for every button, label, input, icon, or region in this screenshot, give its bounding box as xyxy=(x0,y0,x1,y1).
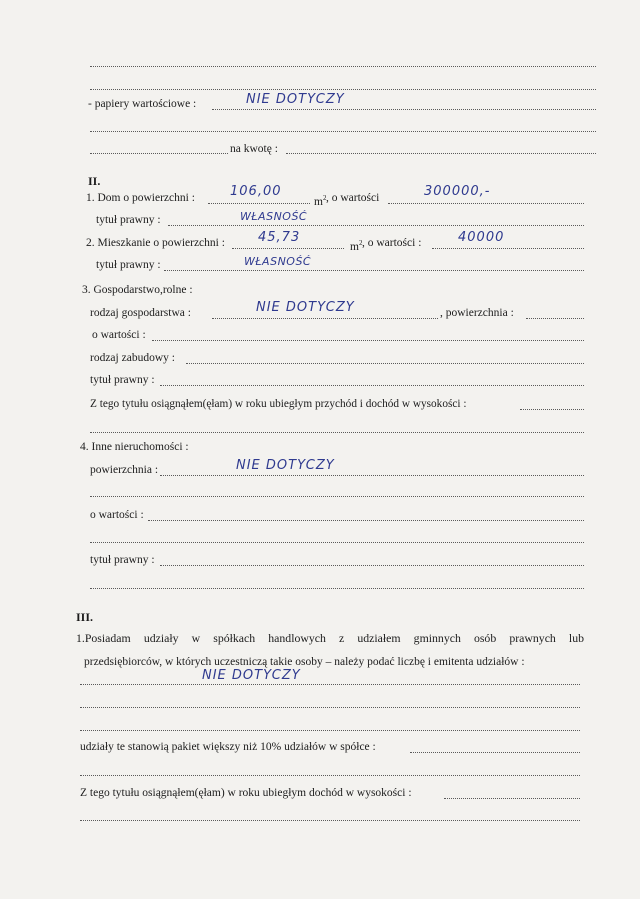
house-title-label: tytuł prawny : xyxy=(96,214,161,226)
flat-value-field[interactable] xyxy=(432,248,584,249)
flat-value: 40000 xyxy=(458,230,505,245)
other-title-label: tytuł prawny : xyxy=(90,554,155,566)
dotted-line xyxy=(80,730,580,731)
farm-value-label: o wartości : xyxy=(92,329,146,341)
dotted-line xyxy=(90,542,584,543)
shares-value: NIE DOTYCZY xyxy=(202,668,301,683)
dotted-line xyxy=(90,66,596,67)
house-value: 300000,- xyxy=(424,184,491,199)
shares-package-label: udziały te stanowią pakiet większy niż 10% udziałów w spółce : xyxy=(80,741,376,753)
farm-title-field[interactable] xyxy=(160,385,584,386)
amount-field[interactable] xyxy=(286,153,596,154)
dotted-line xyxy=(90,588,584,589)
farm-type-field[interactable] xyxy=(212,318,438,319)
other-property-label: 4. Inne nieruchomości : xyxy=(80,441,189,453)
securities-label: - papiery wartościowe : xyxy=(88,98,197,110)
house-area-field[interactable] xyxy=(208,203,310,204)
dotted-line xyxy=(90,496,584,497)
securities-field[interactable] xyxy=(212,109,596,110)
shares-package-field[interactable] xyxy=(410,752,580,753)
house-title-value: WŁASNOŚĆ xyxy=(240,210,308,223)
farm-title-label: tytuł prawny : xyxy=(90,374,155,386)
flat-unit: $m^2$ xyxy=(350,239,363,253)
dotted-line xyxy=(80,707,580,708)
shares-income-label: Z tego tytułu osiągnąłem(ęłam) w roku ubiegłym dochód w wysokości : xyxy=(80,787,412,799)
house-unit: $m^2$ xyxy=(314,194,327,208)
dotted-line xyxy=(90,89,596,90)
dotted-line xyxy=(90,131,596,132)
amount-prefix-line xyxy=(90,153,228,154)
flat-area-field[interactable] xyxy=(232,248,344,249)
house-title-field[interactable] xyxy=(168,225,584,226)
farm-income-field[interactable] xyxy=(520,409,584,410)
flat-value-label: , o wartości : xyxy=(362,237,422,249)
farm-building-field[interactable] xyxy=(186,363,584,364)
farm-building-label: rodzaj zabudowy : xyxy=(90,352,175,364)
flat-title-value: WŁASNOŚĆ xyxy=(244,255,312,268)
other-area-value: NIE DOTYCZY xyxy=(236,458,335,473)
flat-area-value: 45,73 xyxy=(258,230,301,245)
section-ii-heading: II. xyxy=(88,174,101,188)
farm-income-label: Z tego tytułu osiągnąłem(ęłam) w roku ubiegłym przychód i dochód w wysokości : xyxy=(90,398,467,410)
other-area-field[interactable] xyxy=(160,475,584,476)
farm-type-value: NIE DOTYCZY xyxy=(256,300,355,315)
farm-area-field[interactable] xyxy=(526,318,584,319)
shares-field[interactable] xyxy=(80,684,580,685)
amount-label: na kwotę : xyxy=(230,143,278,155)
house-area-label: 1. Dom o powierzchni : xyxy=(86,192,195,204)
flat-title-field[interactable] xyxy=(164,270,584,271)
other-value-label: o wartości : xyxy=(90,509,144,521)
other-title-field[interactable] xyxy=(160,565,584,566)
shares-intro-line1: 1.Posiadam udziały w spółkach handlowych z udziałem gminnych osób prawnych lub xyxy=(76,631,584,645)
house-value-label: , o wartości xyxy=(326,192,380,204)
dotted-line xyxy=(80,775,580,776)
shares-income-field[interactable] xyxy=(444,798,580,799)
flat-area-label: 2. Mieszkanie o powierzchni : xyxy=(86,237,225,249)
farm-type-label: rodzaj gospodarstwa : xyxy=(90,307,191,319)
farm-area-label: , powierzchnia : xyxy=(440,307,514,319)
shares-intro-line2: przedsiębiorców, w których uczestniczą takie osoby – należy podać liczbę i emitenta udziałów : xyxy=(84,656,525,668)
other-value-field[interactable] xyxy=(148,520,584,521)
securities-value: NIE DOTYCZY xyxy=(246,92,345,107)
section-iii-heading: III. xyxy=(76,610,94,624)
flat-title-label: tytuł prawny : xyxy=(96,259,161,271)
farm-value-field[interactable] xyxy=(152,340,584,341)
dotted-line xyxy=(90,432,584,433)
house-area-value: 106,00 xyxy=(230,184,282,199)
farm-label: 3. Gospodarstwo,rolne : xyxy=(82,284,193,296)
dotted-line xyxy=(80,820,580,821)
house-value-field[interactable] xyxy=(388,203,584,204)
other-area-label: powierzchnia : xyxy=(90,464,159,476)
